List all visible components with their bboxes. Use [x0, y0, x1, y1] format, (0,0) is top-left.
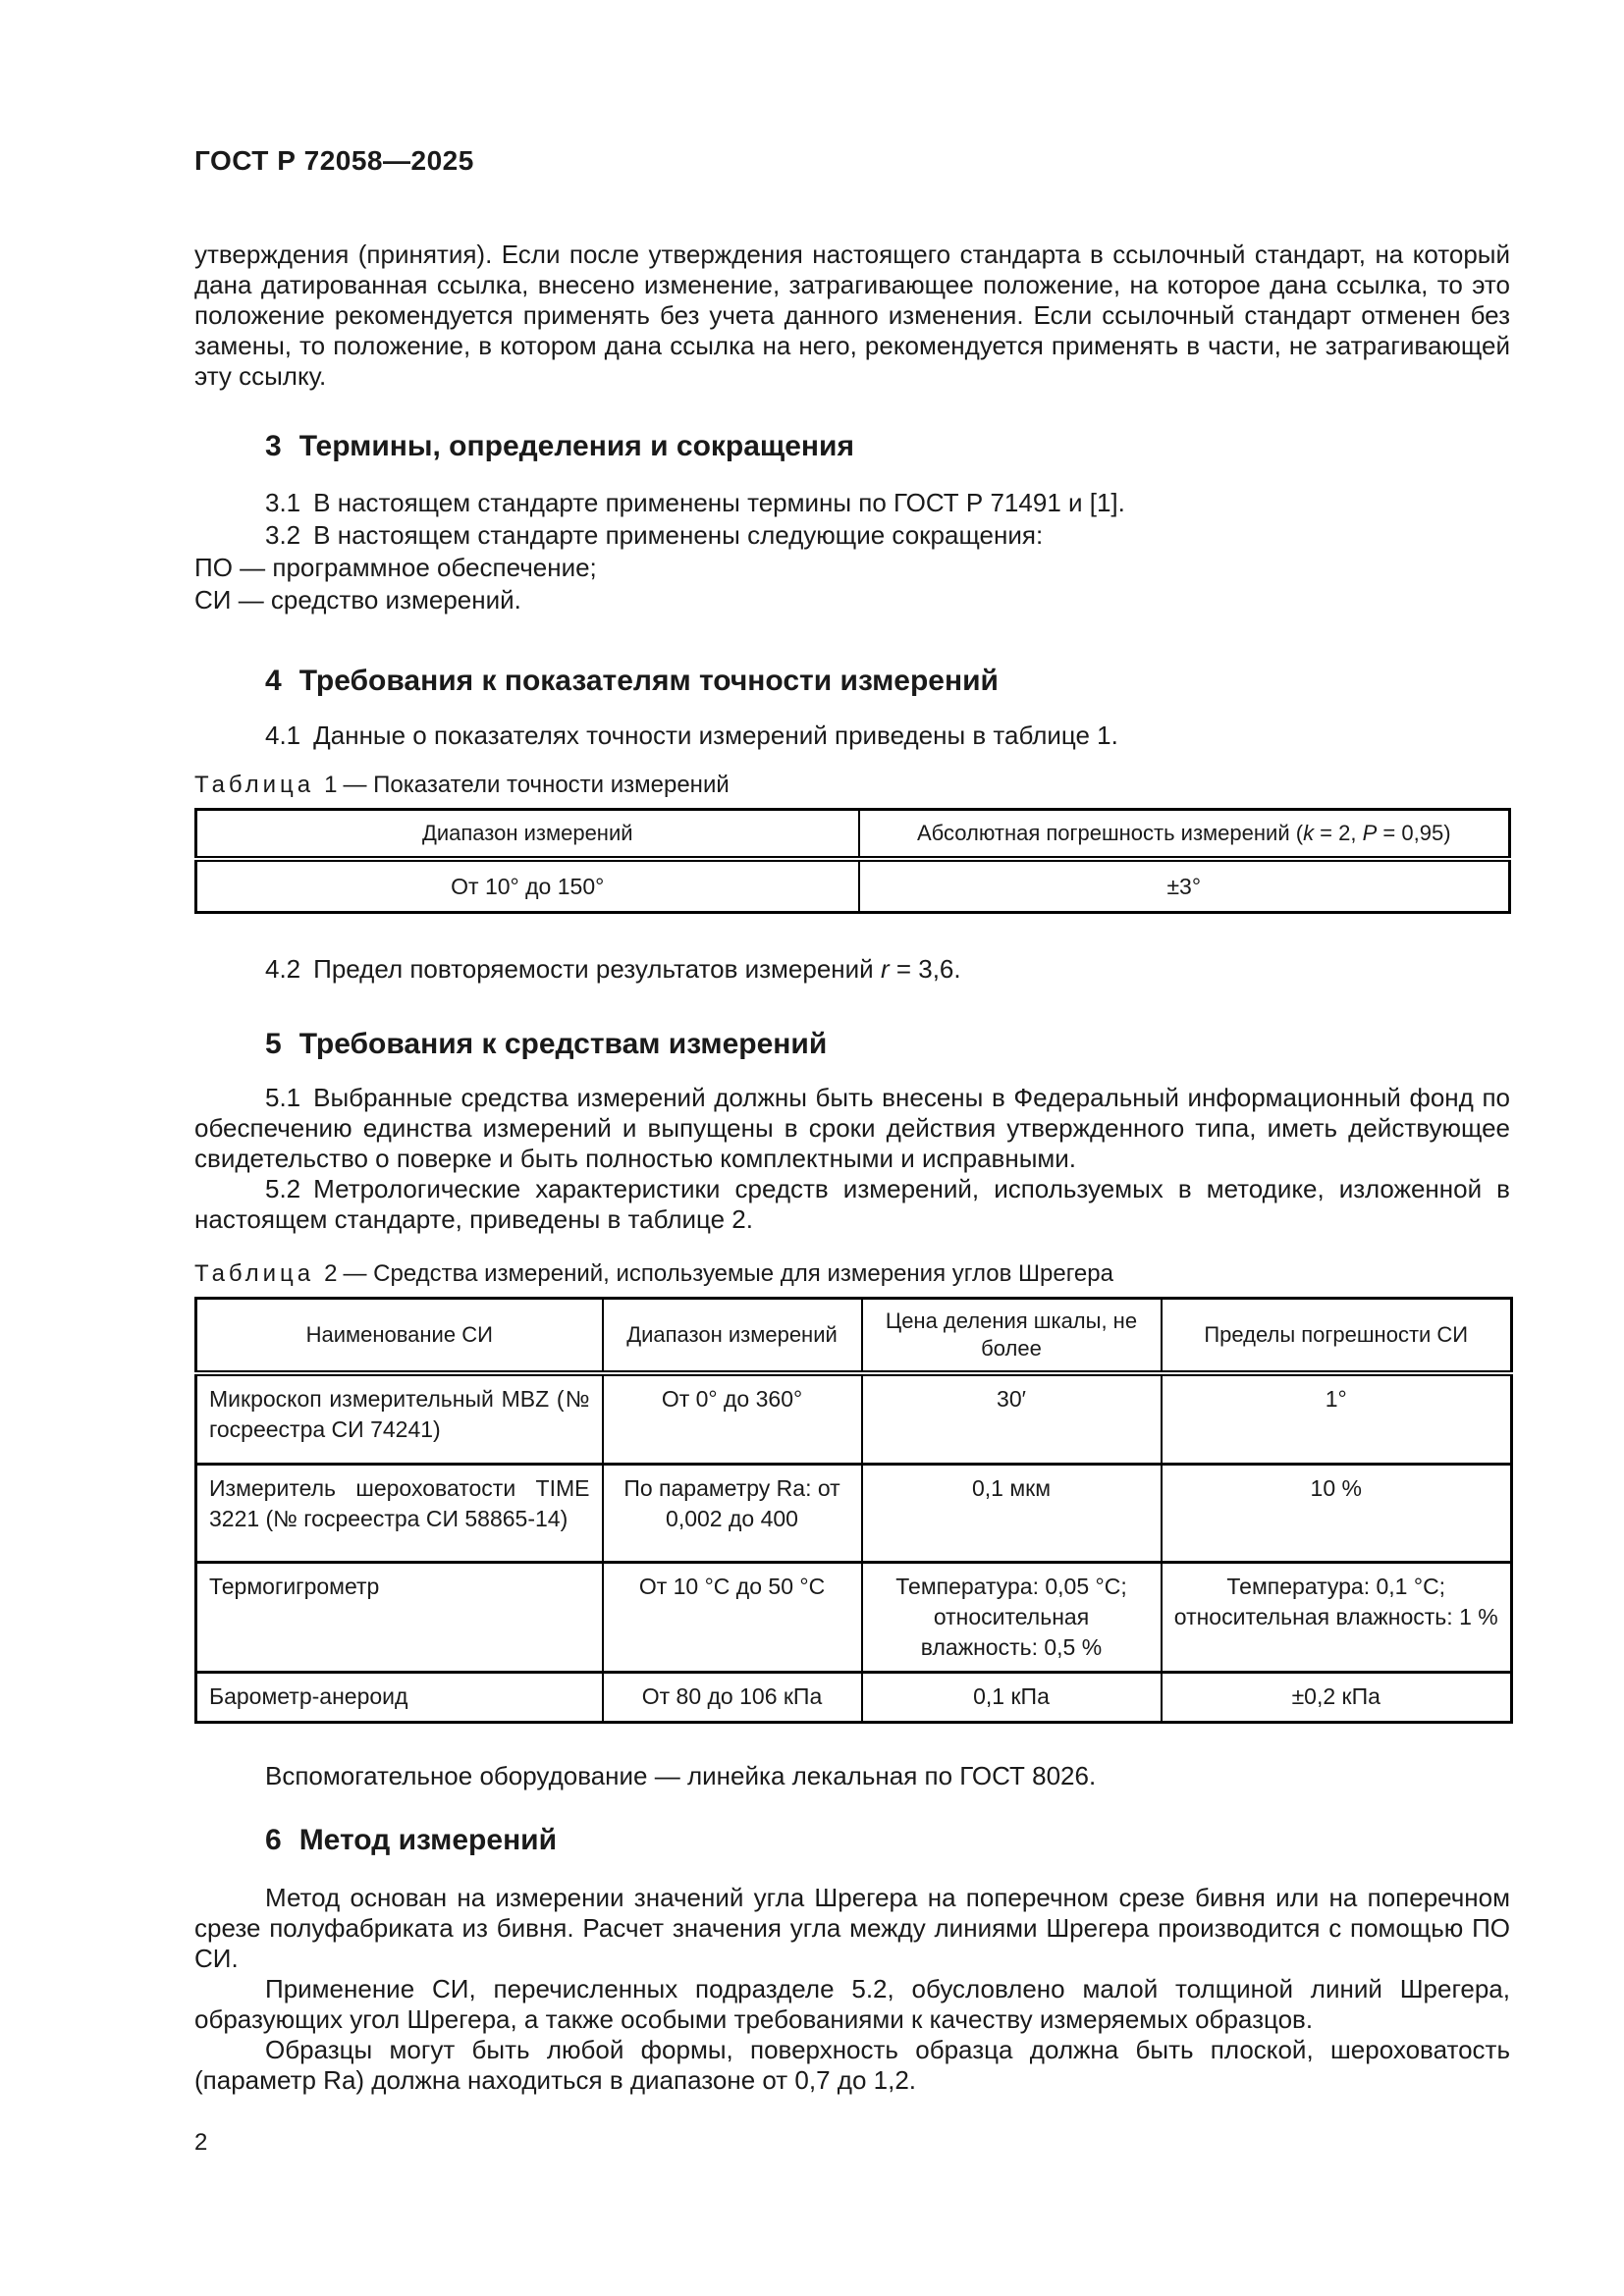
table-2-cell-error: 10 % — [1162, 1465, 1512, 1563]
table-1-cell-error: ±3° — [859, 859, 1510, 913]
clause-5-1: 5.1 Выбранные средства измерений должны быть внесены в Федеральный информационный фонд по обеспечению единства измерений и выпущены в сроки действия утвержденного типа, иметь действующее свидетельство о поверке и быть полностью комплектными и исправными. — [194, 1083, 1510, 1173]
table-2-row-barometer — [196, 1673, 1512, 1723]
section-3-heading — [194, 428, 1510, 465]
table-1-label-number: 1 — [324, 772, 338, 798]
table-2-label-title: — Средства измерений, используемые для измерения углов Шрегера — [343, 1260, 1113, 1287]
table-2-cell-range: От 80 до 106 кПа — [603, 1673, 862, 1723]
table-2-cell-range: От 0° до 360° — [603, 1373, 862, 1465]
table-1-header-range: Диапазон измерений — [196, 810, 859, 860]
table-2-header-name: Наименование СИ — [196, 1299, 603, 1374]
table-2-header-division: Цена деления шкалы, не более — [862, 1299, 1162, 1374]
table-2-cell-division: 30′ — [862, 1373, 1162, 1465]
table-1 — [194, 808, 1511, 914]
intro-paragraph: утверждения (принятия). Если после утверждения настоящего стандарта в ссылочный стандарт, на который дана датированная ссылка, внесено изменение, затрагивающее положение, на которое дана ссылка, то это положение рекомендуется применять без учета данного изменения. Если ссылочный стандарт отменен без замены, то положение, в котором дана ссылка на него, рекомендуется применять в части, не затрагивающей эту ссылку. — [194, 240, 1510, 391]
section-5-number: 5 — [265, 1028, 282, 1060]
section-4-number: 4 — [265, 665, 282, 697]
table-2-header-error: Пределы погрешности СИ — [1162, 1299, 1512, 1374]
table-2-cell-range: От 10 °С до 50 °С — [603, 1563, 862, 1673]
table-1-label-word: Таблица — [194, 772, 315, 798]
table-1-label — [194, 771, 1510, 800]
table-2-label-word: Таблица — [194, 1260, 315, 1287]
table-2-cell-name: Барометр-анероид — [196, 1673, 603, 1723]
table-2-cell-error: ±0,2 кПа — [1162, 1673, 1512, 1723]
section-4-heading — [194, 663, 1510, 700]
section-6-paragraph-1: Метод основан на измерении значений угла Шрегера на поперечном срезе бивня или на поперечном срезе полуфабриката из бивня. Расчет значения угла между линиями Шрегера производится с помощью ПО СИ. — [194, 1883, 1510, 1973]
aux-equipment-paragraph: Вспомогательное оборудование — линейка лекальная по ГОСТ 8026. — [265, 1761, 1097, 1790]
table-2-cell-error: 1° — [1162, 1373, 1512, 1465]
table-2-row-microscope — [196, 1373, 1512, 1465]
table-2-label — [194, 1259, 1510, 1289]
table-1-header-row — [196, 810, 1510, 860]
section-5-title: Требования к средствам измерений — [298, 1028, 828, 1060]
section-5-heading — [194, 1026, 1510, 1063]
table-2-cell-range: По параметру Ra: от 0,002 до 400 — [603, 1465, 862, 1563]
table-2-label-number: 2 — [324, 1260, 338, 1287]
table-2-row-roughness-meter — [196, 1465, 1512, 1563]
clause-4-2: 4.2 Предел повторяемости результатов измерений r = 3,6. — [265, 954, 961, 984]
section-3-number: 3 — [265, 430, 282, 462]
table-2-row-thermohygrometer — [196, 1563, 1512, 1673]
table-2-cell-division: Температура: 0,05 °С; относительная влажность: 0,5 % — [862, 1563, 1162, 1673]
section-6-body — [194, 1883, 1510, 2096]
section-6-paragraph-3: Образцы могут быть любой формы, поверхность образца должна быть плоской, шероховатость (параметр Ra) должна находиться в диапазоне от 0,7 до 1,2. — [194, 2035, 1510, 2095]
table-2-header-row — [196, 1299, 1512, 1374]
table-2-cell-division: 0,1 мкм — [862, 1465, 1162, 1563]
table-2-header-range: Диапазон измерений — [603, 1299, 862, 1374]
page-number: 2 — [194, 2129, 208, 2156]
doc-header: ГОСТ Р 72058—2025 — [194, 145, 474, 176]
page-content — [194, 0, 1510, 2158]
table-2-cell-division: 0,1 кПа — [862, 1673, 1162, 1723]
table-2 — [194, 1297, 1513, 1724]
table-2-cell-name: Термогигрометр — [196, 1563, 603, 1673]
table-2-cell-name: Измеритель шероховатости TIME 3221 (№ госреестра СИ 58865-14) — [196, 1465, 603, 1563]
table-1-cell-range: От 10° до 150° — [196, 859, 859, 913]
clause-5-2: 5.2 Метрологические характеристики средств измерений, используемых в методике, изложенной в настоящем стандарте, приведены в таблице 2. — [194, 1174, 1510, 1234]
section-6-number: 6 — [265, 1824, 282, 1856]
section-6-paragraph-2: Применение СИ, перечисленных подразделе 5.2, обусловлено малой толщиной линий Шрегера, образующих угол Шрегера, а также особыми требованиями к качеству измеряемых образцов. — [194, 1974, 1510, 2034]
table-2-cell-name: Микроскоп измерительный MBZ (№ госреестра СИ 74241) — [196, 1373, 603, 1465]
clause-4-1: 4.1 Данные о показателях точности измерений приведены в таблице 1. — [265, 721, 1118, 750]
abbrev-po: ПО — программное обеспечение; — [194, 553, 597, 582]
section-3-title: Термины, определения и сокращения — [298, 430, 854, 462]
section-6-heading — [194, 1822, 1510, 1859]
table-1-header-error: Абсолютная погрешность измерений (k = 2, P = 0,95) — [859, 810, 1510, 860]
section-4-title: Требования к показателям точности измерений — [298, 665, 999, 697]
clause-3-2: 3.2 В настоящем стандарте применены следующие сокращения: — [265, 520, 1044, 550]
clause-3-1: 3.1 В настоящем стандарте применены термины по ГОСТ Р 71491 и [1]. — [265, 488, 1125, 517]
table-2-cell-error: Температура: 0,1 °С; относительная влажность: 1 % — [1162, 1563, 1512, 1673]
table-1-label-title: — Показатели точности измерений — [343, 772, 730, 798]
section-3-clauses — [194, 487, 1510, 616]
abbrev-si: СИ — средство измерений. — [194, 585, 521, 614]
section-6-title: Метод измерений — [298, 1824, 558, 1856]
table-1-data-row — [196, 859, 1510, 913]
